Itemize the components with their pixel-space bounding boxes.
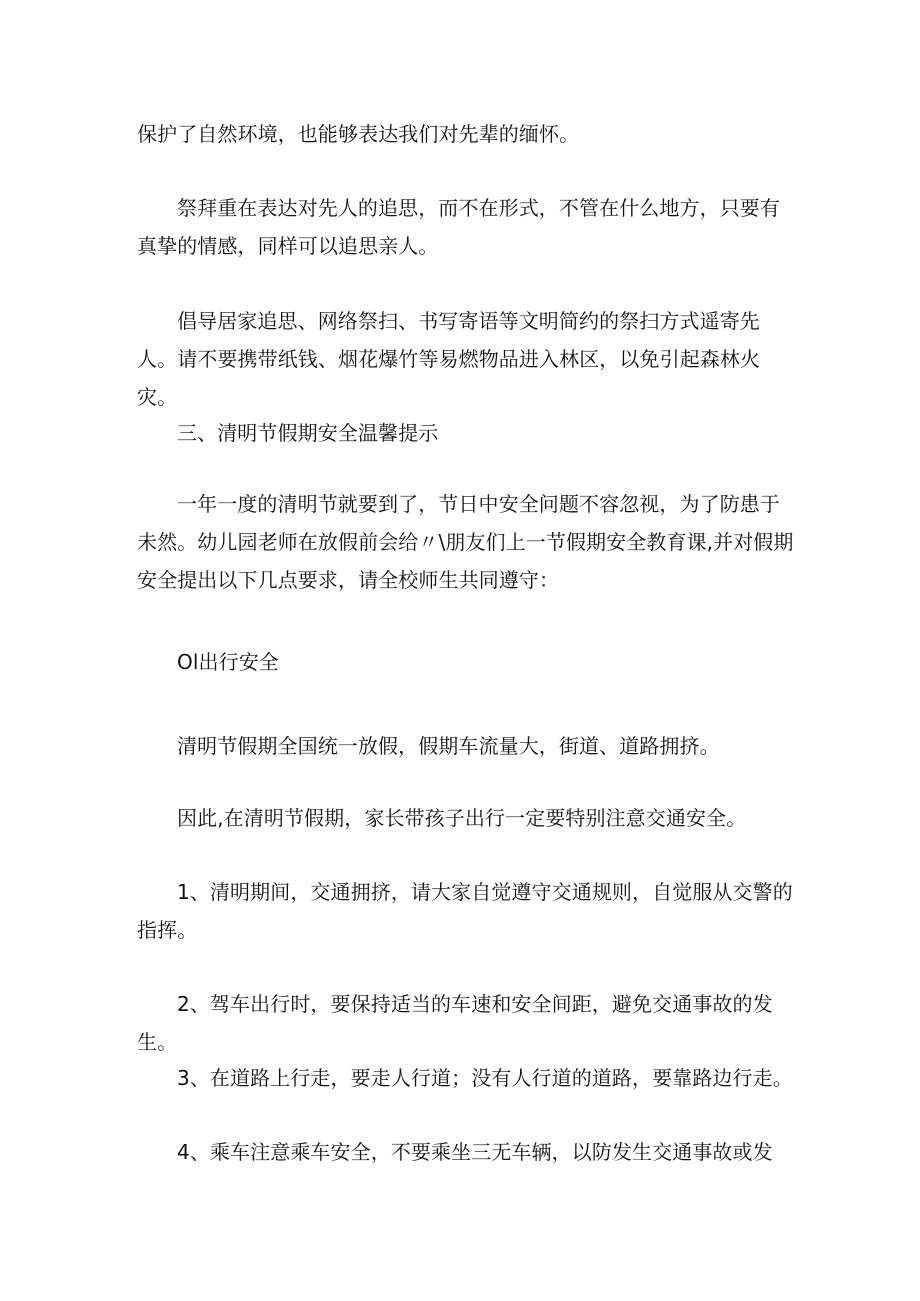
list-item-3: 3、在道路上行走，要走人行道；没有人行道的道路，要靠路边行走。 [177, 1066, 793, 1090]
paragraph-civilized-sweeping: 倡导居家追思、网络祭扫、书写寄语等文明简约的祭扫方式遥寄先人。请不要携带纸钱、烟花爆竹等易燃物品进入林区，以免引起森林火灾。 [137, 309, 761, 409]
subheading-travel-safety: Ol出行安全 [177, 650, 279, 674]
list-item-2: 2、驾车出行时，要保持适当的车速和安全间距，避免交通事故的发生。 [137, 992, 773, 1054]
paragraph-holiday-traffic: 清明节假期全国统一放假，假期车流量大，街道、道路拥挤。 [177, 734, 720, 758]
section-heading-safety-tips: 三、清明节假期安全温馨提示 [177, 421, 439, 445]
paragraph-remembrance: 祭拜重在表达对先人的追思，而不在形式，不管在什么地方，只要有真挚的情感，同样可以追思亲人。 [137, 196, 780, 258]
paragraph-safety-intro: 一年一度的清明节就要到了，节日中安全问题不容忽视，为了防患于未然。幼儿园老师在放假前会给〃\朋友们上一节假期安全教育课,并对假期安全提出以下几点要求，请全校师生共同遵守： [137, 492, 794, 592]
paragraph-parent-traffic-safety: 因此,在清明节假期，家长带孩子出行一定要特别注意交通安全。 [177, 806, 747, 830]
paragraph-nature-protection: 保护了自然环境，也能够表达我们对先辈的缅怀。 [137, 122, 580, 146]
list-item-1: 1、清明期间，交通拥挤，请大家自觉遵守交通规则，自觉服从交警的指挥。 [137, 880, 793, 942]
list-item-4: 4、乘车注意乘车安全，不要乘坐三无车辆，以防发生交通事故或发 [177, 1140, 773, 1164]
